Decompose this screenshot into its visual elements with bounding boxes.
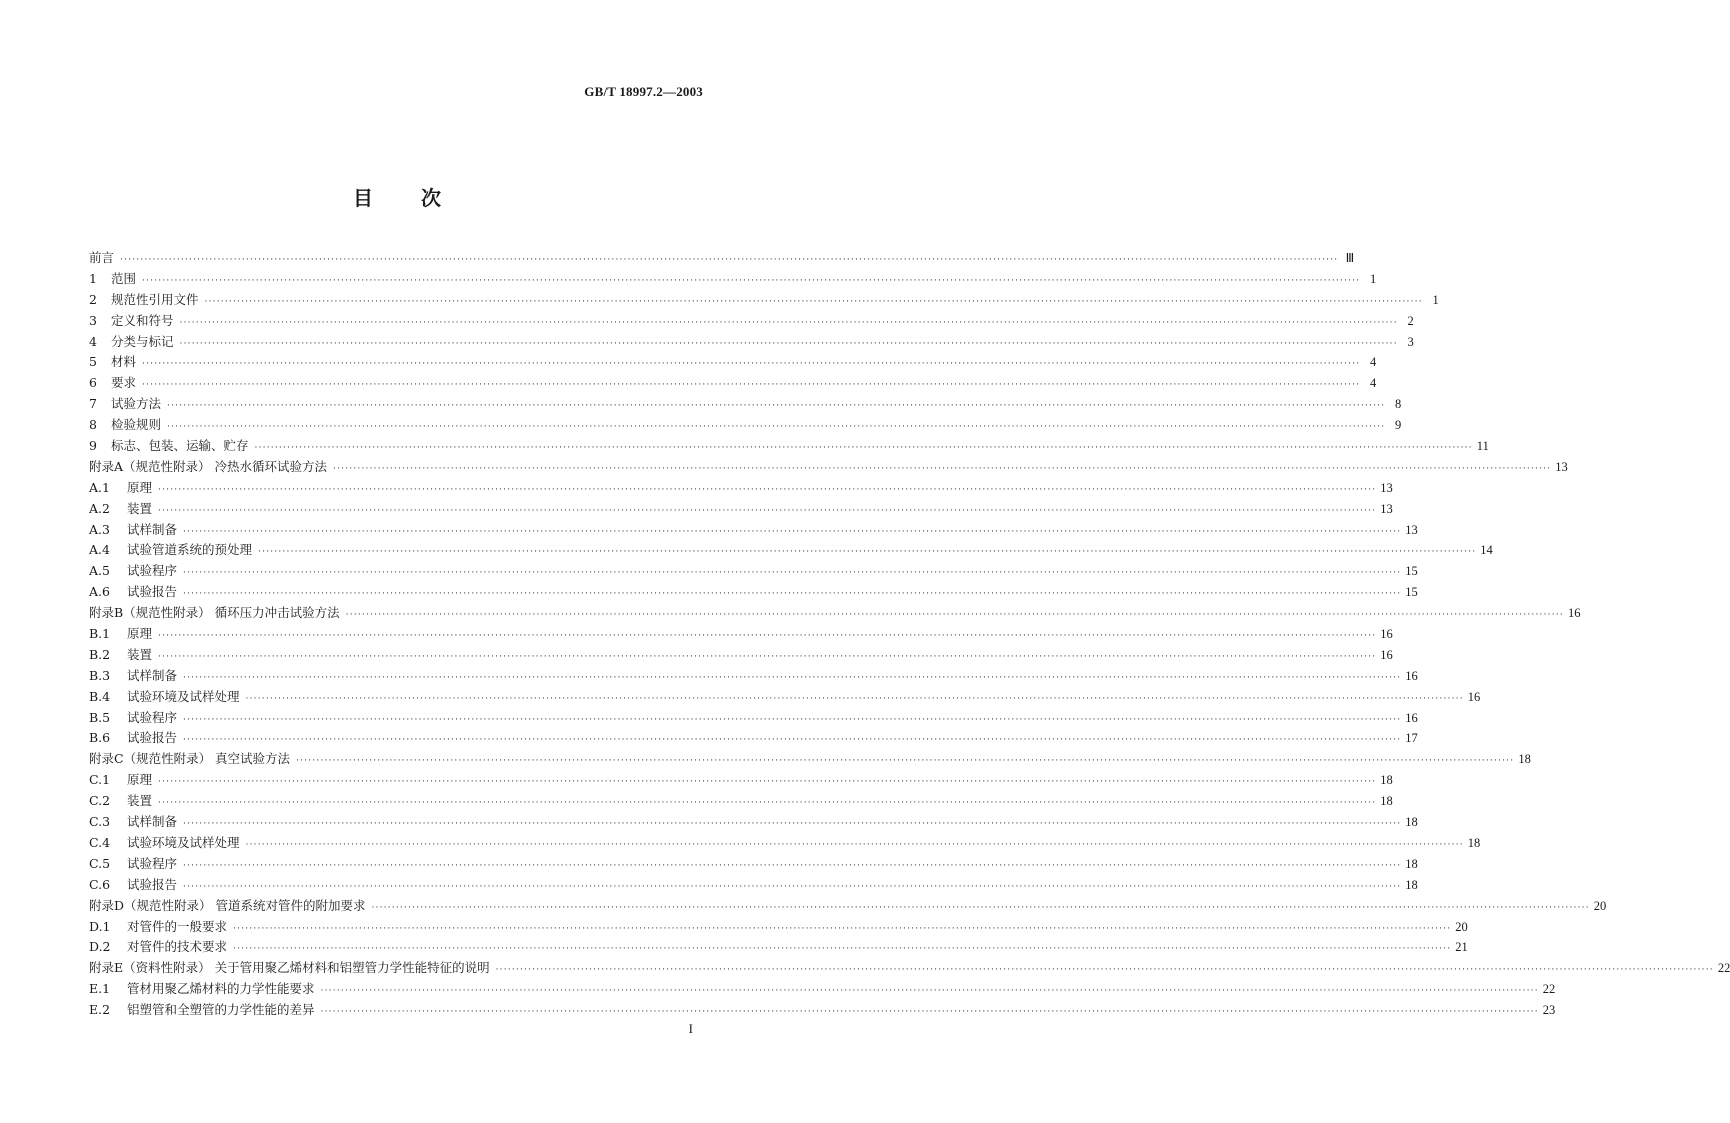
toc-entry-number: 2 (89, 291, 97, 307)
toc-entry[interactable] (89, 917, 1468, 938)
toc-entry-page: 16 (1405, 710, 1418, 725)
toc-entry-label: 附录D（规范性附录） 管道系统对管件的附加要求 (89, 897, 366, 913)
toc-entry-page: 18 (1405, 815, 1418, 830)
toc-entry-page: 4 (1370, 376, 1377, 391)
toc-entry-label: 试验方法 (111, 396, 162, 412)
toc-entry-page: 13 (1380, 480, 1393, 495)
toc-entry-page: 2 (1407, 313, 1414, 328)
toc-entry[interactable] (89, 896, 1607, 917)
toc-leader-dots: ············································································································································································································································································································ (183, 672, 1402, 683)
toc-entry-label: 对管件的一般要求 (127, 918, 228, 934)
toc-leader-dots: ············································································································································································································································································································ (120, 255, 1339, 265)
toc-entry-label: 试验程序 (127, 855, 178, 871)
toc-leader-dots: ············································································································································································································································································································ (183, 735, 1402, 746)
toc-entry-number: A.4 (89, 542, 110, 558)
toc-entry-number: C.4 (89, 834, 111, 850)
toc-leader-dots: ············································································································································································································································································································ (158, 631, 1377, 642)
toc-leader-dots: ············································································································································································································································································································ (333, 463, 1552, 474)
toc-entry-label: 试验程序 (127, 563, 178, 579)
page-number: I (688, 1021, 693, 1036)
toc-entry[interactable] (89, 770, 1393, 791)
toc-leader-dots: ············································································································································································································································································································ (142, 275, 1361, 286)
toc-leader-dots: ············································································································································································································································································································ (345, 610, 1564, 621)
toc-entry-page: 8 (1395, 397, 1402, 412)
toc-entry-number: A.1 (89, 479, 110, 495)
toc-entry-number: B.4 (89, 688, 111, 704)
toc-leader-dots: ············································································································································································································································································································ (371, 902, 1590, 913)
toc-entry-page: 20 (1455, 919, 1468, 934)
toc-entry-page: 23 (1542, 1003, 1556, 1018)
toc-leader-dots: ············································································································································································································································································································ (183, 568, 1402, 579)
toc-entry-label: 范围 (111, 270, 137, 286)
toc-leader-dots: ············································································································································································································································································································ (179, 338, 1398, 349)
toc-entry[interactable] (89, 290, 1439, 311)
toc-entry-label: 规范性引用文件 (111, 291, 199, 307)
toc-entry-number: E.1 (89, 981, 111, 997)
toc-entry-label: 材料 (111, 354, 137, 370)
toc-entry-label: 试验环境及试样处理 (127, 688, 240, 704)
toc-entry[interactable] (89, 311, 1414, 332)
toc-entry-page: 18 (1380, 773, 1393, 788)
toc-entry-page: 17 (1405, 731, 1418, 746)
toc-entry-page: 13 (1380, 501, 1393, 516)
toc-entry-label: 前言 (89, 250, 115, 265)
toc-entry[interactable] (89, 728, 1418, 749)
toc-leader-dots: ············································································································································································································································································································ (245, 839, 1464, 850)
toc-entry[interactable] (89, 812, 1418, 833)
toc-entry-page: Ⅲ (1345, 251, 1355, 265)
title-char-1: 目 (353, 186, 373, 210)
toc-leader-dots: ············································································································································································································································································································ (158, 484, 1377, 495)
toc-entry[interactable] (89, 833, 1481, 854)
toc-entry[interactable] (89, 979, 1556, 1000)
toc-entry-number: 7 (89, 396, 97, 412)
toc-leader-dots: ············································································································································································································································································································ (320, 986, 1539, 997)
toc-entry[interactable] (89, 875, 1418, 896)
toc-entry-page: 22 (1717, 961, 1730, 976)
toc-entry-page: 1 (1432, 292, 1439, 307)
toc-leader-dots: ············································································································································································································································································································ (183, 526, 1402, 537)
toc-entry-label: 附录C（规范性附录） 真空试验方法 (89, 751, 291, 767)
toc-entry-label: 管材用聚乙烯材料的力学性能要求 (127, 981, 315, 997)
toc-leader-dots: ············································································································································································································································································································ (158, 505, 1377, 516)
toc-entry-page: 21 (1455, 940, 1468, 955)
toc-leader-dots: ············································································································································································································································································································ (245, 693, 1464, 704)
toc-entry-number: 3 (89, 312, 97, 328)
title-char-2: 次 (421, 186, 441, 210)
toc-entry-page: 14 (1480, 543, 1493, 558)
toc-entry[interactable] (89, 749, 1531, 770)
toc-entry[interactable] (89, 561, 1418, 582)
toc-entry-number: A.6 (89, 584, 110, 600)
toc-entry-page: 18 (1467, 835, 1481, 850)
toc-leader-dots: ············································································································································································································································································································ (254, 443, 1473, 454)
toc-entry-page: 15 (1405, 585, 1418, 600)
toc-entry[interactable] (89, 394, 1402, 415)
toc-entry-page: 16 (1567, 606, 1581, 621)
toc-entry[interactable] (89, 603, 1581, 624)
toc-entry-number: A.2 (89, 500, 110, 516)
toc-entry-number: B.6 (89, 730, 111, 746)
toc-entry-page: 16 (1467, 689, 1481, 704)
toc-entry-number: A.5 (89, 563, 110, 579)
toc-entry-number: E.2 (89, 1002, 111, 1018)
toc-entry[interactable] (89, 1000, 1556, 1021)
toc-entry-number: D.2 (89, 939, 111, 955)
table-of-contents (89, 248, 1730, 1021)
toc-leader-dots: ············································································································································································································································································································ (296, 756, 1515, 767)
toc-leader-dots: ············································································································································································································································································································ (183, 881, 1402, 892)
toc-entry[interactable] (89, 687, 1481, 708)
toc-entry-label: 对管件的技术要求 (127, 939, 228, 955)
toc-entry[interactable] (89, 791, 1393, 812)
toc-entry-number: A.3 (89, 521, 110, 537)
toc-entry-number: C.5 (89, 855, 111, 871)
toc-entry-number: C.6 (89, 876, 111, 892)
toc-entry[interactable] (89, 645, 1393, 666)
toc-entry-page: 18 (1405, 877, 1418, 892)
toc-entry-label: 检验规则 (111, 417, 162, 433)
toc-entry-page: 13 (1555, 459, 1568, 474)
toc-entry-label: 铝塑管和全塑管的力学性能的差异 (127, 1002, 315, 1018)
toc-entry[interactable] (89, 436, 1489, 457)
toc-entry-number: B.2 (89, 646, 111, 662)
toc-entry-label: 试样制备 (127, 814, 178, 830)
toc-entry-page: 18 (1380, 794, 1393, 809)
toc-entry[interactable] (89, 666, 1418, 687)
toc-entry-label: 定义和符号 (111, 312, 174, 328)
toc-entry[interactable] (89, 624, 1393, 645)
toc-entry-label: 原理 (127, 772, 153, 788)
toc-leader-dots: ············································································································································································································································································································ (158, 777, 1377, 788)
toc-leader-dots: ············································································································································································································································································································ (233, 923, 1452, 934)
toc-entry-label: 装置 (127, 646, 153, 662)
toc-entry-label: 标志、包装、运输、贮存 (111, 438, 249, 454)
toc-leader-dots: ············································································································································································································································································································ (183, 860, 1402, 871)
toc-entry-label: 附录A（规范性附录） 冷热水循环试验方法 (89, 458, 328, 474)
toc-entry-label: 试验程序 (127, 709, 178, 725)
toc-leader-dots: ············································································································································································································································································································ (167, 422, 1386, 433)
toc-entry[interactable] (89, 582, 1418, 603)
toc-entry-label: 原理 (127, 479, 153, 495)
toc-leader-dots: ············································································································································································································································································································ (158, 651, 1377, 662)
toc-entry-label: 原理 (127, 626, 153, 642)
toc-entry[interactable] (89, 937, 1468, 958)
toc-entry-page: 18 (1405, 856, 1418, 871)
toc-entry[interactable] (89, 373, 1377, 394)
toc-leader-dots: ············································································································································································································································································································ (179, 317, 1398, 328)
toc-entry-label: 试验报告 (127, 876, 178, 892)
toc-entry-page: 16 (1380, 627, 1393, 642)
toc-entry-label: 试样制备 (127, 521, 178, 537)
toc-entry-label: 试验管道系统的预处理 (127, 542, 253, 558)
toc-entry-label: 要求 (111, 375, 137, 391)
toc-leader-dots: ············································································································································································································································································································ (183, 714, 1402, 725)
toc-entry-number: D.1 (89, 918, 111, 934)
toc-entry-number: 4 (89, 333, 97, 349)
toc-entry[interactable] (89, 520, 1418, 541)
toc-leader-dots: ············································································································································································································································································································ (142, 359, 1361, 370)
toc-entry[interactable] (89, 478, 1393, 499)
toc-entry-number: 9 (89, 438, 97, 454)
toc-entry-page: 11 (1476, 439, 1489, 454)
toc-entry[interactable] (89, 248, 1355, 269)
toc-entry-page: 13 (1405, 522, 1418, 537)
toc-entry-page: 4 (1370, 355, 1377, 370)
toc-entry[interactable] (89, 332, 1414, 353)
toc-entry[interactable] (89, 854, 1418, 875)
toc-entry-number: B.1 (89, 626, 111, 642)
toc-leader-dots: ············································································································································································································································································································ (320, 1007, 1539, 1018)
toc-entry[interactable] (89, 269, 1377, 290)
toc-entry-number: 8 (89, 417, 97, 433)
toc-entry[interactable] (89, 499, 1393, 520)
toc-leader-dots: ············································································································································································································································································································ (183, 589, 1402, 600)
toc-entry-number: B.5 (89, 709, 111, 725)
toc-leader-dots: ············································································································································································································································································································ (183, 819, 1402, 830)
toc-entry-label: 装置 (127, 500, 153, 516)
toc-entry-label: 装置 (127, 793, 153, 809)
toc-leader-dots: ············································································································································································································································································································ (167, 401, 1386, 412)
toc-entry-label: 试验环境及试样处理 (127, 834, 240, 850)
toc-entry-label: 附录E（资料性附录） 关于管用聚乙烯材料和铝塑管力学性能特征的说明 (89, 960, 490, 976)
toc-entry[interactable] (89, 958, 1730, 979)
standard-code: GB/T 18997.2—2003 (584, 84, 703, 99)
toc-entry-label: 试样制备 (127, 667, 178, 683)
toc-entry-label: 分类与标记 (111, 333, 174, 349)
toc-entry-number: C.2 (89, 793, 111, 809)
toc-leader-dots: ············································································································································································································································································································ (142, 380, 1361, 391)
toc-leader-dots: ············································································································································································································································································································ (233, 944, 1452, 955)
toc-entry[interactable] (89, 540, 1493, 561)
toc-entry-page: 16 (1405, 668, 1418, 683)
toc-entry-label: 试验报告 (127, 730, 178, 746)
toc-entry[interactable] (89, 708, 1418, 729)
toc-entry-page: 20 (1593, 898, 1607, 913)
toc-entry-page: 16 (1380, 647, 1393, 662)
toc-entry-label: 附录B（规范性附录） 循环压力冲击试验方法 (89, 605, 340, 621)
toc-entry-number: B.3 (89, 667, 111, 683)
toc-entry-page: 9 (1395, 418, 1402, 433)
toc-entry[interactable] (89, 415, 1402, 436)
toc-entry[interactable] (89, 457, 1568, 478)
toc-entry-number: 5 (89, 354, 97, 370)
toc-entry[interactable] (89, 352, 1377, 373)
toc-entry-number: 6 (89, 375, 97, 391)
toc-entry-number: 1 (89, 270, 97, 286)
toc-entry-number: C.1 (89, 772, 111, 788)
toc-leader-dots: ············································································································································································································································································································ (158, 798, 1377, 809)
toc-entry-page: 18 (1518, 752, 1531, 767)
toc-leader-dots: ············································································································································································································································································································ (204, 296, 1423, 307)
toc-entry-label: 试验报告 (127, 584, 178, 600)
toc-entry-number: C.3 (89, 814, 111, 830)
toc-entry-page: 15 (1405, 564, 1418, 579)
page-title (0, 182, 794, 211)
toc-leader-dots: ············································································································································································································································································································ (495, 965, 1714, 976)
toc-entry-page: 1 (1370, 271, 1377, 286)
toc-entry-page: 22 (1542, 982, 1556, 997)
toc-leader-dots: ············································································································································································································································································································ (258, 547, 1477, 558)
toc-entry-page: 3 (1407, 334, 1414, 349)
